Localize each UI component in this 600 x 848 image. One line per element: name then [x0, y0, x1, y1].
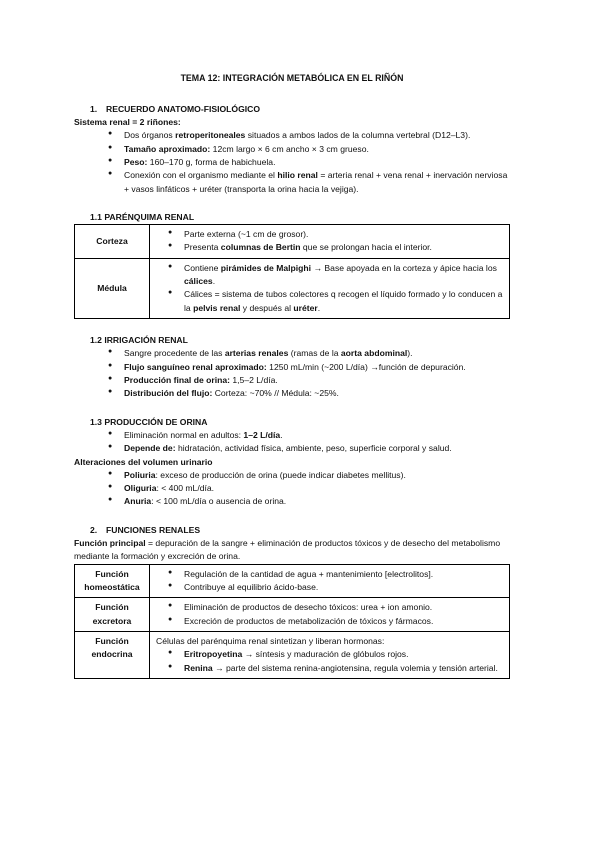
text-run: . [317, 302, 321, 313]
text-run: (ramas de la [288, 348, 341, 359]
text-run: = depuración de la sangre + eliminación de productos tóxicos y de desecho del metabolismo mediante la formación y excreción de orina. [74, 538, 501, 562]
endocrine-cell [150, 631, 510, 678]
list-item [108, 482, 510, 495]
irrigation-list [74, 347, 510, 400]
text-run: → Base apoyada en la corteza y ápice hacia los [311, 262, 497, 273]
list-item [108, 442, 510, 455]
text-run: Contiene [184, 262, 221, 273]
excretory-cell [150, 598, 510, 632]
text-run: : < 100 mL/día o ausencia de orina. [151, 496, 287, 507]
table-row [75, 225, 510, 259]
list-item: ● Regulación de la cantidad de agua + mantenimiento [electrolitos]. [168, 568, 503, 581]
text-run: Eliminación normal en adultos: [124, 429, 244, 440]
page-title: TEMA 12: INTEGRACIÓN METABÓLICA EN EL RIÑÓN [180, 73, 404, 83]
bold-run: pelvis renal [193, 302, 241, 313]
renal-system-intro: Sistema renal = 2 riñones: [74, 116, 181, 127]
table-row [75, 598, 510, 632]
text-run: Cálices = sistema de tubos colectores q recogen el líquido formado y lo conducen a la [184, 289, 503, 313]
text-run: : exceso de producción de orina (puede indicar diabetes mellitus). [155, 469, 406, 480]
section-2-heading [74, 524, 510, 537]
list-item [108, 495, 510, 508]
list-item [108, 429, 510, 442]
bold-run: Depende de: [124, 443, 176, 454]
bold-run: Renina [184, 662, 213, 673]
excretory-label: Función excretora [75, 598, 150, 632]
list-item [168, 662, 503, 675]
list-item [108, 387, 510, 400]
table-row [75, 258, 510, 318]
bold-run: Distribución del flujo: [124, 388, 213, 399]
text-run: Conexión con el organismo mediante el [124, 170, 278, 181]
text-run: ). [407, 348, 413, 359]
list-item [168, 288, 503, 315]
endocrine-intro: Células del parénquima renal sintetizan y liberan hormonas: [156, 635, 385, 646]
text-run: Dos órganos [124, 130, 176, 141]
bold-run: Producción final de orina: [124, 374, 230, 385]
subsection-1-2-heading: 1.2 IRRIGACIÓN RENAL [90, 335, 188, 345]
list-item [168, 241, 503, 254]
bold-run: hilio renal [277, 170, 318, 181]
homeostatic-cell [150, 564, 510, 598]
bold-run: Oliguria [124, 483, 157, 494]
section-1-heading [74, 103, 510, 116]
bold-run: uréter [293, 302, 318, 313]
text-run: . [280, 429, 283, 440]
urine-alterations-list [74, 469, 510, 509]
bold-run: pirámides de Malpighi [220, 262, 312, 273]
bold-run: Función principal [74, 538, 146, 549]
table-row [75, 564, 510, 598]
section-2-number: 2. [90, 524, 98, 535]
bold-run: Tamaño aproximado: [124, 143, 211, 154]
endocrine-label: Función endocrina [75, 631, 150, 678]
document-page [74, 72, 510, 679]
bold-run: columnas de Bertin [220, 242, 301, 253]
text-run: hidratación, actividad física, ambiente, peso, superficie corporal y salud. [175, 443, 452, 454]
medula-cell [150, 258, 510, 318]
list-item [108, 347, 510, 360]
list-item: ● Excreción de productos de metabolización de tóxicos y fármacos. [168, 615, 503, 628]
bold-run: Peso: [124, 156, 148, 167]
list-item [108, 374, 510, 387]
list-item [108, 156, 510, 169]
text-run: Presenta [184, 242, 221, 253]
bold-run: cálices [184, 276, 213, 287]
main-function-paragraph [74, 537, 510, 564]
list-item: ● Parte externa (~1 cm de grosor). [168, 228, 503, 241]
text-run: → síntesis y maduración de glóbulos rojos. [242, 649, 409, 660]
list-item [108, 169, 510, 196]
text-run: . [212, 276, 216, 287]
text-run: : < 400 mL/día. [156, 483, 215, 494]
section-2-title: FUNCIONES RENALES [106, 524, 201, 535]
subsection-1-3-heading: 1.3 PRODUCCIÓN DE ORINA [90, 416, 208, 427]
list-item [108, 361, 510, 374]
list-item [108, 129, 510, 142]
section-1-list [74, 129, 510, 196]
corteza-label: Corteza [75, 225, 150, 259]
urine-alterations-heading: Alteraciones del volumen urinario [74, 456, 213, 467]
bold-run: 1–2 L/día [243, 429, 281, 440]
list-item: ● Eliminación de productos de desecho tóxicos: urea + ion amonio. [168, 601, 503, 614]
renal-functions-table [74, 564, 510, 679]
text-run: situados a ambos lados de la columna vertebral (D12–L3). [245, 130, 471, 141]
parenchyma-table [74, 224, 510, 319]
bold-run: retroperitoneales [175, 130, 246, 141]
homeostatic-label: Función homeostática [75, 564, 150, 598]
list-item [108, 143, 510, 156]
medula-label: Médula [75, 258, 150, 318]
list-item [168, 262, 503, 289]
text-run: 160–170 g, forma de habichuela. [147, 156, 276, 167]
text-run: = arteria renal + vena renal + inervación nerviosa + vasos linfáticos + uréter (transporta la orina hacia la vejiga). [124, 170, 508, 194]
text-run: 1,5–2 L/día. [230, 374, 278, 385]
bold-run: Poliuria [124, 469, 156, 480]
text-run: Corteza: ~70% // Médula: ~25%. [212, 388, 339, 399]
text-run: 12cm largo × 6 cm ancho × 3 cm grueso. [210, 143, 369, 154]
corteza-cell [150, 225, 510, 259]
section-1-number: 1. [90, 103, 98, 114]
urine-production-list [74, 429, 510, 456]
list-item: ● Contribuye al equilibrio ácido-base. [168, 581, 503, 594]
text-run: Sangre procedente de las [124, 348, 225, 359]
bold-run: Anuria [124, 496, 152, 507]
list-item [108, 469, 510, 482]
text-run: → parte del sistema renina-angiotensina, regula volemia y tensión arterial. [212, 662, 498, 673]
text-run: 1250 mL/min (~200 L/día) →función de depuración. [266, 361, 466, 372]
bold-run: Eritropoyetina [184, 649, 243, 660]
bold-run: arterias renales [224, 348, 289, 359]
bold-run: aorta abdominal [340, 348, 408, 359]
list-item [168, 648, 503, 661]
section-1-title: RECUERDO ANATOMO-FISIOLÓGICO [106, 103, 261, 114]
bold-run: Flujo sanguíneo renal aproximado: [124, 361, 267, 372]
table-row [75, 631, 510, 678]
subsection-1-1-heading: 1.1 PARÉNQUIMA RENAL [90, 211, 195, 222]
text-run: y después al [240, 302, 294, 313]
text-run: que se prolongan hacia el interior. [300, 242, 432, 253]
